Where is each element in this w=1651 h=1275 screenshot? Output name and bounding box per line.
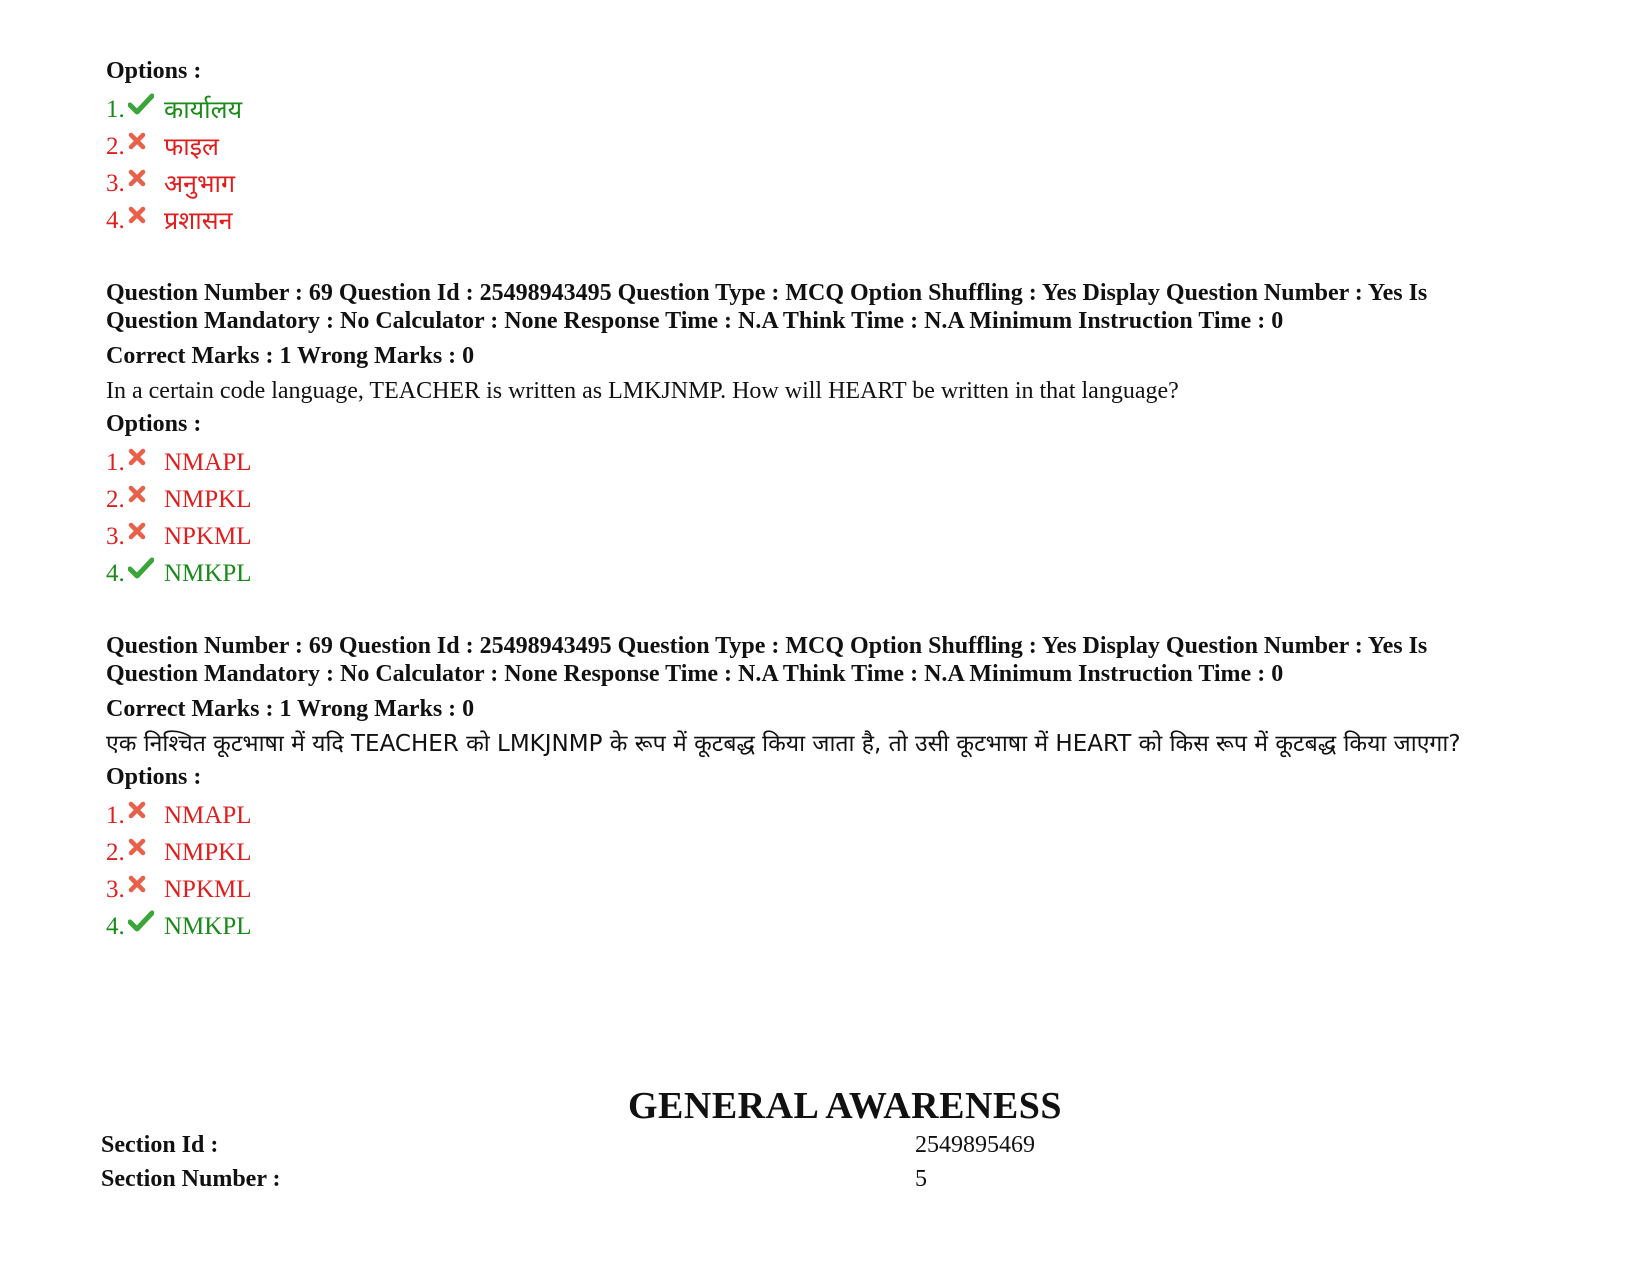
option-item: [106, 128, 1546, 165]
option-text: NMAPL: [164, 802, 252, 829]
option-item: [106, 165, 1546, 202]
options-block-0: [106, 58, 1546, 239]
options-heading: Options :: [106, 58, 202, 84]
option-text: NMKPL: [164, 560, 252, 587]
section-id-value: 2549895469: [915, 1132, 1035, 1158]
option-item: [106, 797, 1546, 834]
option-item: [106, 481, 1546, 518]
check-icon: [128, 907, 164, 935]
cross-icon: [128, 517, 164, 545]
option-number: 4.: [106, 207, 125, 234]
option-item: [106, 834, 1546, 871]
check-icon: [128, 90, 164, 118]
option-item: [106, 202, 1546, 239]
option-text: कार्यालय: [164, 95, 243, 124]
option-item: [106, 518, 1546, 555]
check-icon: [128, 554, 164, 582]
marks-line: Correct Marks : 1 Wrong Marks : 0: [106, 696, 475, 722]
option-number: 2.: [106, 839, 125, 866]
option-text: NMPKL: [164, 486, 252, 513]
document-page: [106, 58, 1546, 945]
options-heading: Options :: [106, 411, 202, 437]
option-item: [106, 871, 1546, 908]
options-list: [106, 797, 1546, 945]
question-meta-line-1: Question Number : 69 Question Id : 25498943495 Question Type : MCQ Option Shuffling : Yes Display Question Number : Yes Is: [106, 280, 1428, 306]
option-text: NPKML: [164, 523, 252, 550]
option-text: अनुभाग: [164, 169, 236, 198]
option-number: 2.: [106, 486, 125, 513]
cross-icon: [128, 201, 164, 229]
question-meta-line-1: Question Number : 69 Question Id : 25498943495 Question Type : MCQ Option Shuffling : Yes Display Question Number : Yes Is: [106, 633, 1428, 659]
option-number: 3.: [106, 170, 125, 197]
option-number: 1.: [106, 96, 125, 123]
options-list: [106, 444, 1546, 592]
option-number: 2.: [106, 133, 125, 160]
cross-icon: [128, 127, 164, 155]
options-list: [106, 91, 1546, 239]
section-id-label: Section Id :: [101, 1132, 219, 1158]
cross-icon: [128, 443, 164, 471]
cross-icon: [128, 480, 164, 508]
option-number: 1.: [106, 802, 125, 829]
question-text: In a certain code language, TEACHER is written as LMKJNMP. How will HEART be written in that language?: [106, 378, 1179, 404]
question-meta-line-2: Question Mandatory : No Calculator : None Response Time : N.A Think Time : N.A Minimum Instruction Time : 0: [106, 661, 1284, 687]
option-number: 3.: [106, 876, 125, 903]
option-item: [106, 91, 1546, 128]
marks-line: Correct Marks : 1 Wrong Marks : 0: [106, 343, 475, 369]
option-text: NMAPL: [164, 449, 252, 476]
cross-icon: [128, 164, 164, 192]
option-number: 3.: [106, 523, 125, 550]
question-meta-line-2: Question Mandatory : No Calculator : None Response Time : N.A Think Time : N.A Minimum Instruction Time : 0: [106, 308, 1284, 334]
section-title: GENERAL AWARENESS: [627, 1085, 1063, 1127]
cross-icon: [128, 796, 164, 824]
option-item: [106, 444, 1546, 481]
option-text: NPKML: [164, 876, 252, 903]
question-text: एक निश्चित कूटभाषा में यदि TEACHER को LMKJNMP के रूप में कूटबद्ध किया जाता है, तो उसी कूटभाषा में HEART को किस रूप में कूटबद्ध किया जाएगा?: [106, 731, 1461, 757]
option-text: फाइल: [164, 132, 219, 161]
section-number-label: Section Number :: [101, 1166, 281, 1192]
option-item: [106, 555, 1546, 592]
option-text: NMKPL: [164, 913, 252, 940]
options-heading: Options :: [106, 764, 202, 790]
option-number: 4.: [106, 913, 125, 940]
option-text: प्रशासन: [164, 206, 233, 235]
cross-icon: [128, 833, 164, 861]
question-block-1: [106, 279, 1546, 592]
cross-icon: [128, 870, 164, 898]
option-number: 4.: [106, 560, 125, 587]
question-block-2: [106, 632, 1546, 945]
option-number: 1.: [106, 449, 125, 476]
option-text: NMPKL: [164, 839, 252, 866]
option-item: [106, 908, 1546, 945]
section-number-value: 5: [915, 1166, 927, 1192]
